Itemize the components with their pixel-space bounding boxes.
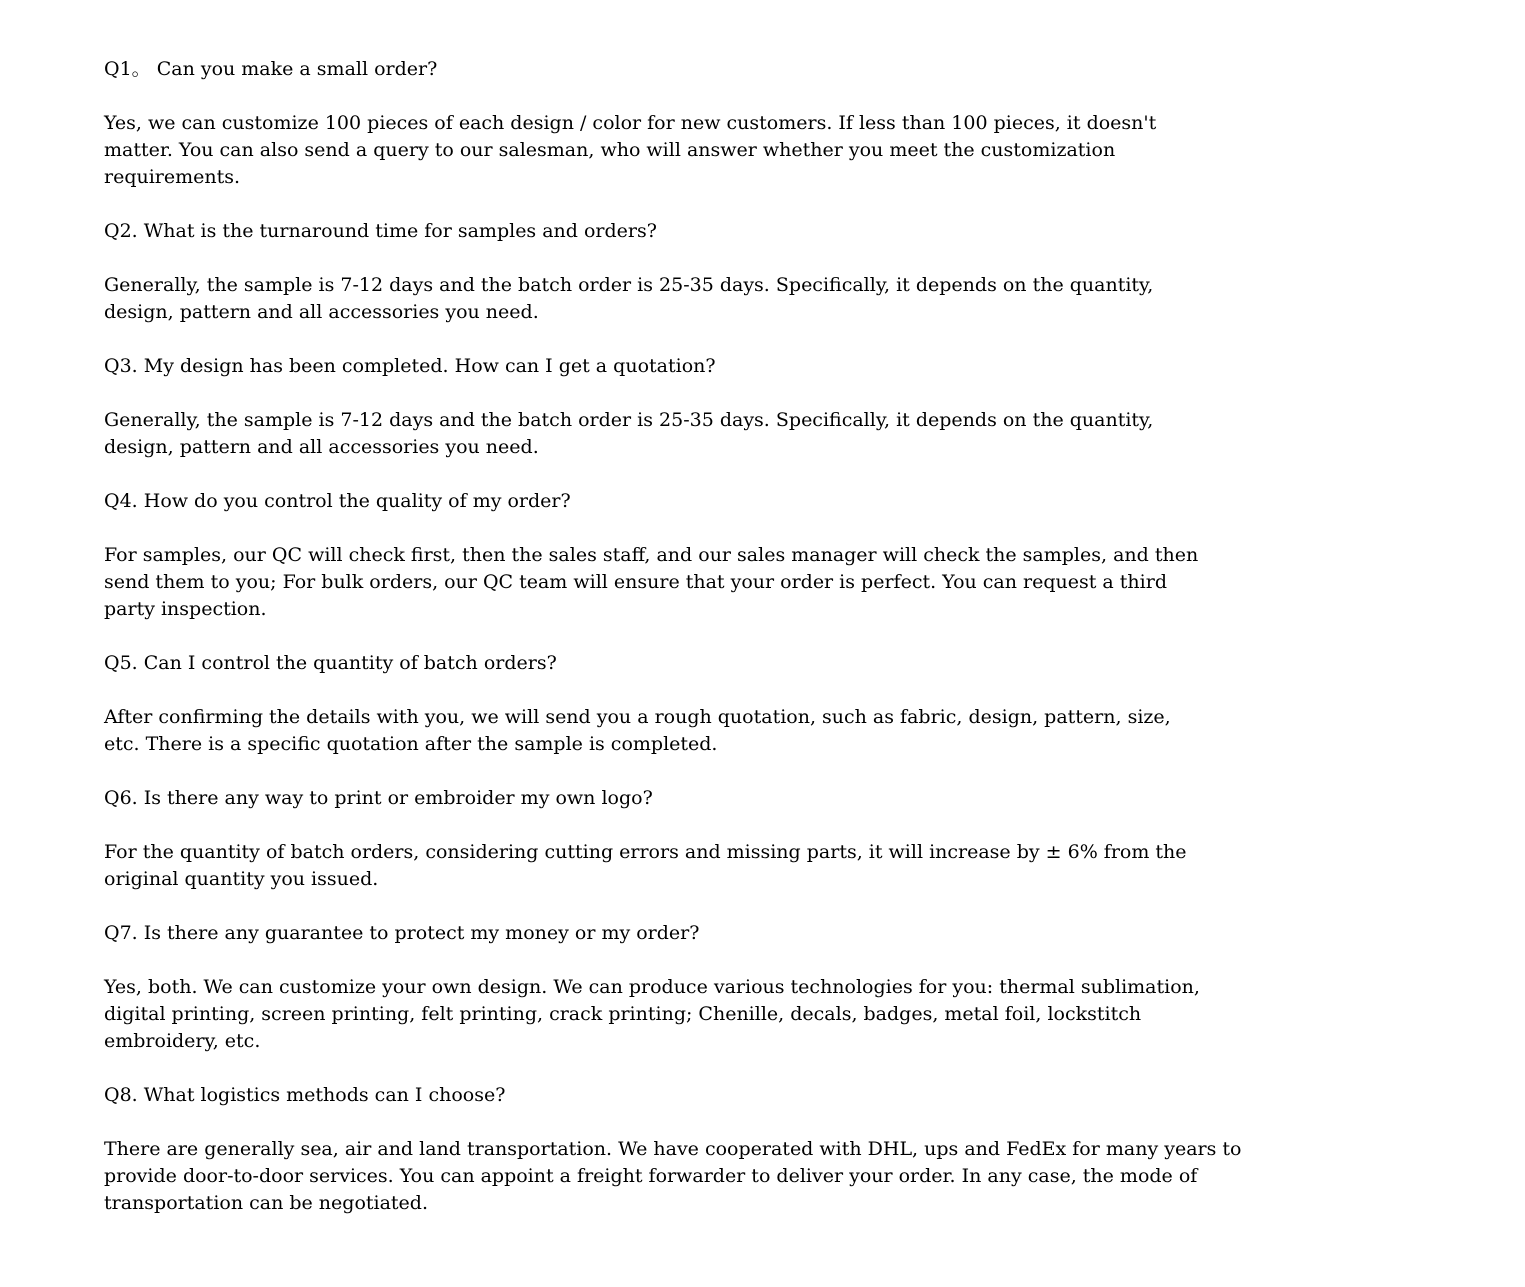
answer-6: For the quantity of batch orders, considering cutting errors and missing parts, it will increase by ± 6% from the original quantity you issued. — [104, 841, 1187, 890]
question-7: Q7. Is there any guarantee to protect my money or my order? — [104, 922, 700, 944]
question-8: Q8. What logistics methods can I choose? — [104, 1084, 506, 1106]
question-6: Q6. Is there any way to print or embroider my own logo? — [104, 787, 653, 809]
answer-4: For samples, our QC will check first, then the sales staff, and our sales manager will check the samples, and then send them to you; For bulk orders, our QC team will ensure that your order is perfect. You can request a third party inspection. — [104, 544, 1199, 620]
answer-7: Yes, both. We can customize your own design. We can produce various technologies for you: thermal sublimation, digital printing, screen printing, felt printing, crack printing; Chenille, decals, badges, metal foil, lockstitch embroidery, etc. — [104, 976, 1200, 1052]
answer-8: There are generally sea, air and land transportation. We have cooperated with DHL, ups and FedEx for many years to provide door-to-door services. You can appoint a freight forwarder to deliver your order. In any case, the mode of transportation can be negotiated. — [104, 1138, 1242, 1214]
question-1: Q1。 Can you make a small order? — [104, 58, 438, 80]
faq-item-4 — [104, 488, 1404, 623]
answer-3: Generally, the sample is 7-12 days and the batch order is 25-35 days. Specifically, it depends on the quantity, design, pattern and all accessories you need. — [104, 409, 1154, 458]
question-4: Q4. How do you control the quality of my order? — [104, 490, 571, 512]
question-2: Q2. What is the turnaround time for samples and orders? — [104, 220, 657, 242]
faq-item-2 — [104, 218, 1404, 326]
answer-1: Yes, we can customize 100 pieces of each design / color for new customers. If less than 100 pieces, it doesn't matter. You can also send a query to our salesman, who will answer whether you meet the customization requirements. — [104, 112, 1157, 188]
question-3: Q3. My design has been completed. How can I get a quotation? — [104, 355, 716, 377]
answer-2: Generally, the sample is 7-12 days and the batch order is 25-35 days. Specifically, it depends on the quantity, design, pattern and all accessories you need. — [104, 274, 1154, 323]
faq-item-7 — [104, 920, 1404, 1055]
faq-item-5 — [104, 650, 1404, 758]
faq-item-8 — [104, 1082, 1404, 1217]
faq-item-1 — [104, 56, 1404, 191]
question-5: Q5. Can I control the quantity of batch orders? — [104, 652, 557, 674]
faq-document — [104, 56, 1404, 1244]
answer-5: After confirming the details with you, we will send you a rough quotation, such as fabric, design, pattern, size, etc. There is a specific quotation after the sample is completed. — [104, 706, 1171, 755]
faq-item-3 — [104, 353, 1404, 461]
faq-item-6 — [104, 785, 1404, 893]
